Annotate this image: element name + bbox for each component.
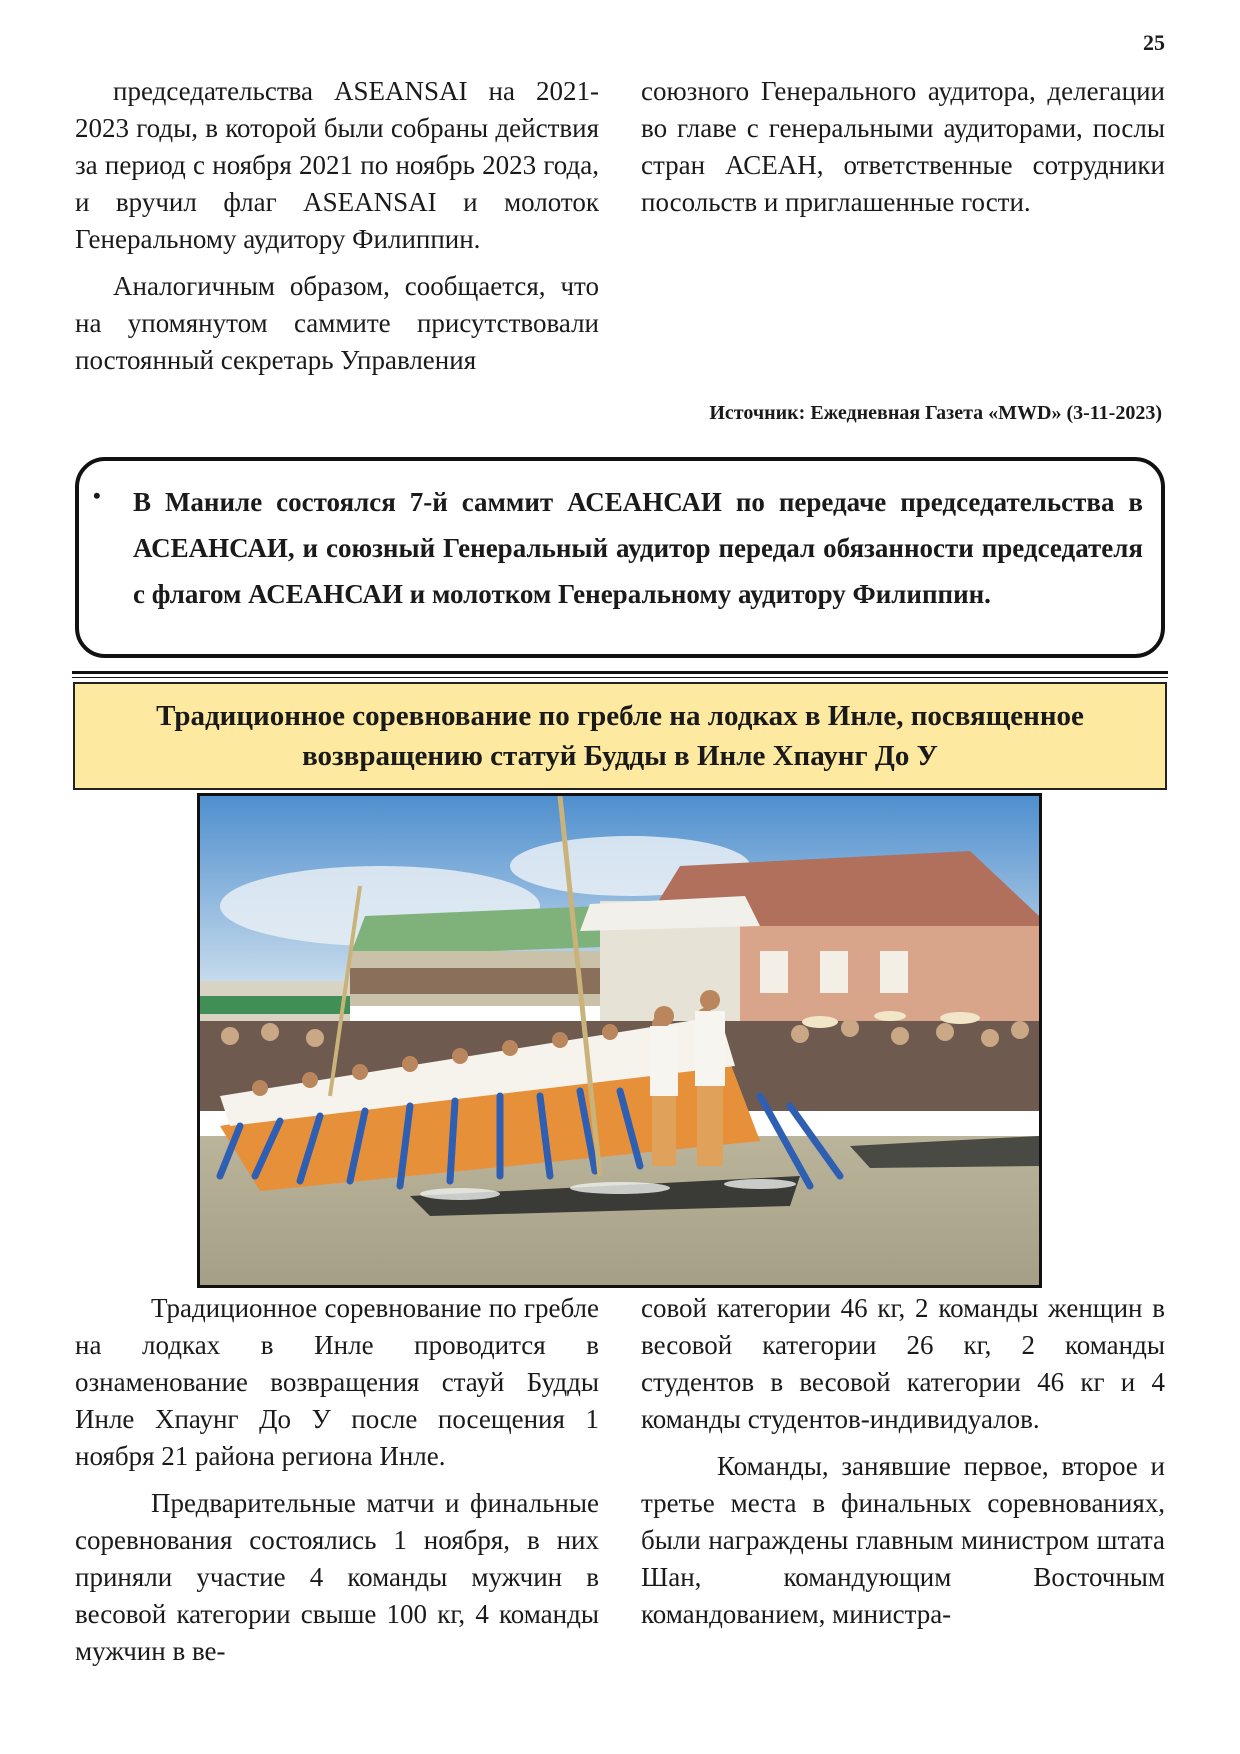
bullet-icon: • xyxy=(93,483,101,508)
article-photo xyxy=(197,793,1042,1288)
paragraph: Традиционное соревнование по гребле на лодках в Инле проводится в ознаменование возвращения стауй Будды Инле Хпаунг До У после посещения 1 ноября 21 района региона Инле. xyxy=(75,1293,599,1471)
paragraph: совой категории 46 кг, 2 команды женщин в весовой категории 26 кг, 2 команды студентов в весовой категории 46 кг и 4 команды студентов-индивидуалов. xyxy=(641,1293,1165,1434)
paragraph: Предварительные матчи и финальные соревнования состоялись 1 ноября, в них приняли участие 4 команды мужчин в весовой категории свыше 100 кг, 4 команды мужчин в ве- xyxy=(75,1488,599,1666)
article-title: Традиционное соревнование по гребле на лодках в Инле, посвященное возвращению статуй Будды в Инле Хпаунг До У xyxy=(156,700,1084,772)
source-citation: Источник: Ежедневная Газета «MWD» (3-11-2023) xyxy=(709,402,1162,424)
divider-rule xyxy=(72,677,1168,678)
paragraph: Аналогичным образом, сообщается, что на упомянутом саммите присутствовали постоянный секретарь Управления xyxy=(75,271,599,375)
top-right-column xyxy=(641,73,1165,221)
article-left-column xyxy=(75,1290,599,1670)
paragraph: союзного Генерального аудитора, делегации во главе с генеральными аудиторами, послы стран АСЕАН, ответственные сотрудники посольств и приглашенные гости. xyxy=(641,76,1165,217)
highlight-callout-box xyxy=(75,457,1165,658)
article-right-column xyxy=(641,1290,1165,1633)
page-number: 25 xyxy=(1143,30,1165,55)
divider-rule xyxy=(72,671,1168,674)
paragraph: Команды, занявшие первое, второе и третье места в финальных соревнованиях, были награждены главным министром штата Шан, командующим Восточным командованием, министра- xyxy=(641,1451,1165,1629)
article-title-banner xyxy=(73,682,1167,790)
paragraph: председательства ASEANSAI на 2021-2023 годы, в которой были собраны действия за период с ноября 2021 по ноябрь 2023 года, и вручил флаг ASEANSAI и молоток Генеральному аудитору Филиппин. xyxy=(75,76,599,254)
callout-text: В Маниле состоялся 7-й саммит АСЕАНСАИ по передаче председательства в АСЕАНСАИ, и союзный Генеральный аудитор передал обязанности председателя с флагом АСЕАНСАИ и молотком Генеральному аудитору Филиппин. xyxy=(133,487,1143,609)
boat-race-photo xyxy=(200,796,1039,1285)
top-left-column xyxy=(75,73,599,379)
